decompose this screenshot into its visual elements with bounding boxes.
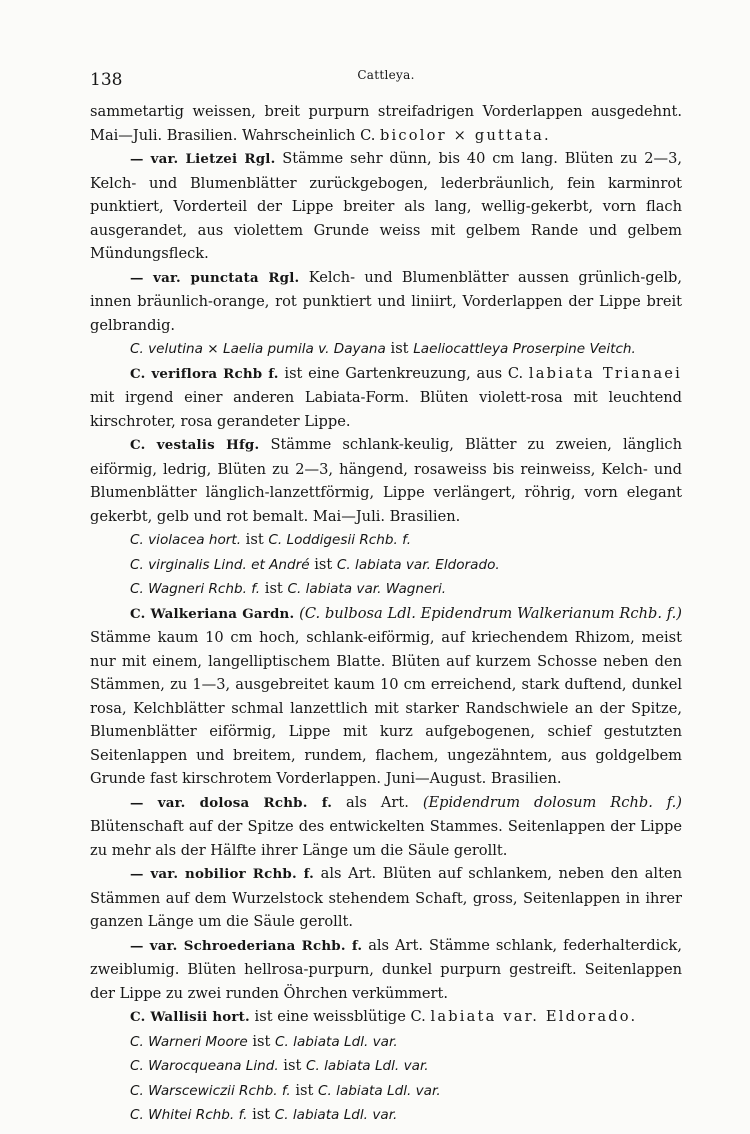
paragraph-text: mit irgend einer anderen Labiata-Form. Blüten violett-rosa mit leuchtend kirschroter, rosa gerandeter Lippe. — [90, 389, 682, 430]
paragraph-text: Blütenschaft auf der Spitze des entwickelten Stammes. Seitenlappen der Lippe zu mehr als der Hälfte ihrer Länge um die Säule gerollt. — [90, 818, 682, 859]
cross-reference: C. labiata Ldl. var. — [275, 1033, 398, 1050]
cross-reference: C. labiata Ldl. var. — [305, 1058, 429, 1074]
taxon-name: — var. nobilior Rchb. f. — [130, 866, 315, 882]
cross-reference: C. Wagneri Rchb. f. — [130, 581, 261, 597]
cross-reference: Laeliocattleya Proserpine Veitch. — [413, 341, 636, 357]
paragraph-text: ist — [247, 1032, 276, 1050]
paragraph-text: als Art. — [332, 793, 423, 811]
cross-reference: C. labiata var. Eldorado. — [336, 556, 500, 573]
paragraph-text: als Art. Blüten auf schlankem, neben den alten Stämmen auf dem Wurzelstock stehendem Schaft, gross, Seitenlappen in ihrer ganzen Länge um die Säule gerollt. — [90, 865, 683, 930]
cross-reference: C. labiata Ldl. var. — [274, 1107, 398, 1123]
paragraph-text: ist — [278, 1057, 306, 1074]
taxon-name: — var. punctata Rgl. — [130, 269, 300, 286]
page-number: 138 — [90, 70, 123, 90]
paragraph-text: ist — [260, 580, 288, 597]
taxon-name: — var. Schroederiana Rchb. f. — [130, 937, 363, 954]
taxon-name: C. vestalis Hfg. — [130, 437, 260, 453]
page-header — [90, 66, 682, 92]
paragraph — [90, 266, 682, 338]
taxon-name: — var. Lietzei Rgl. — [130, 151, 276, 167]
paragraph — [90, 553, 682, 578]
spaced-text: labiata var. Eldorado. — [430, 1008, 638, 1025]
paragraph-text: ist — [385, 340, 414, 357]
taxon-name: — var. dolosa Rchb. f. — [130, 794, 333, 811]
paragraph-text: ist — [309, 555, 337, 573]
paragraph-text: sammetartig weissen, breit purpurn streifadrigen Vorderlappen ausgedehnt. Mai—Juli. Brasilien. Wahrscheinlich C. — [90, 103, 682, 144]
paragraph — [90, 1054, 682, 1079]
paragraph — [90, 1079, 682, 1104]
paragraph-text: ist eine weissblütige C. — [249, 1008, 431, 1025]
paragraph — [90, 1103, 682, 1128]
cross-reference: C. Warscewiczii Rchb. f. — [130, 1082, 291, 1099]
paragraph-text: Stämme kaum 10 cm hoch, schlank-eiförmig, auf kriechendem Rhizom, meist nur mit einem, langelliptischem Blatte. Blüten auf kurzem Schosse neben den Stämmen, zu 1—3, ausgebreitet kaum 10 cm erreichend, stark duftend, dunkel rosa, Kelchblätter schmal lanzettlich mit starker Randschwiele an der Spitze, Blumenblätter eiförmig, Lippe mit kurz aufgebogenen, schief gestutzten Seitenlappen und breitem, rundem, flachem, ungezähntem, aus goldgelbem Grunde fast kirschrotem Vorderlappen. Juni—August. Brasilien. — [90, 629, 682, 787]
paragraph — [90, 934, 682, 1006]
paragraph-text: ist — [247, 1106, 275, 1123]
paragraph — [90, 577, 682, 602]
paragraph-text: Kelch- und Blumenblätter aussen grünlich-gelb, innen bräunlich-orange, rot punktiert und liniirt, Vorderlappen der Lippe breit gelbrandig. — [90, 268, 682, 334]
paragraph-text: ist — [290, 1081, 319, 1099]
paragraph-text: Stämme schlank-keulig, Blätter zu zweien, länglich eiförmig, ledrig, Blüten zu 2—3, hängend, rosaweiss bis reinweiss, Kelch- und Blumenblätter länglich-lanzettförmig, Lippe verlängert, röhrig, vorn elegant gekerbt, gelb und rot bemalt. Mai—Juli. Brasilien. — [90, 436, 682, 525]
body-text — [90, 100, 682, 1128]
synonym: (Epidendrum dolosum Rchb. f.) — [422, 793, 682, 811]
paragraph — [90, 337, 682, 362]
paragraph-text: als Art. Stämme schlank, federhalterdick, zweiblumig. Blüten hellrosa-purpurn, dunkel purpurn gestreift. Seitenlappen der Lippe zu zwei runden Öhrchen verkümmert. — [90, 936, 682, 1002]
spaced-text: labiata Trianaei — [528, 364, 682, 382]
paragraph — [90, 362, 682, 434]
paragraph — [90, 791, 682, 863]
cross-reference: C. velutina × Laelia pumila v. Dayana — [130, 341, 386, 357]
paragraph — [90, 100, 682, 147]
paragraph-text: Stämme sehr dünn, bis 40 cm lang. Blüten zu 2—3, Kelch- und Blumenblätter zurückgebogen, lederbräunlich, fein karminrot punktiert, Vorderteil der Lippe breiter als lang, wellig-gekerbt, vorn flach ausgerandet, aus violettem Grunde weiss mit gelbem Rande und gelbem Mündungsfleck. — [90, 150, 683, 262]
spaced-text: bicolor × guttata. — [380, 126, 551, 144]
paragraph — [90, 147, 682, 266]
paragraph — [90, 528, 682, 553]
taxon-name: C. Wallisii hort. — [130, 1009, 250, 1025]
cross-reference: C. Warneri Moore — [130, 1033, 248, 1050]
paragraph — [90, 1030, 682, 1055]
paragraph — [90, 1005, 682, 1030]
paragraph-text: ist eine Gartenkreuzung, aus C. — [278, 364, 529, 382]
cross-reference: C. labiata var. Wagneri. — [287, 581, 447, 597]
cross-reference: C. violacea hort. — [130, 532, 242, 548]
cross-reference: C. Loddigesii Rchb. f. — [268, 532, 412, 548]
paragraph — [90, 862, 682, 934]
running-head: Cattleya. — [357, 68, 415, 82]
taxon-name: C. veriflora Rchb f. — [130, 365, 279, 382]
taxon-name: C. Walkeriana Gardn. — [130, 605, 295, 622]
cross-reference: C. labiata Ldl. var. — [318, 1082, 441, 1099]
cross-reference: C. Warocqueana Lind. — [130, 1058, 279, 1074]
paragraph — [90, 602, 682, 791]
paragraph-text: ist — [241, 531, 269, 548]
synonym: (C. bulbosa Ldl. Epidendrum Walkerianum Rchb. f.) — [299, 604, 682, 622]
paragraph — [90, 433, 682, 528]
cross-reference: C. Whitei Rchb. f. — [130, 1107, 248, 1123]
cross-reference: C. virginalis Lind. et André — [130, 556, 310, 573]
